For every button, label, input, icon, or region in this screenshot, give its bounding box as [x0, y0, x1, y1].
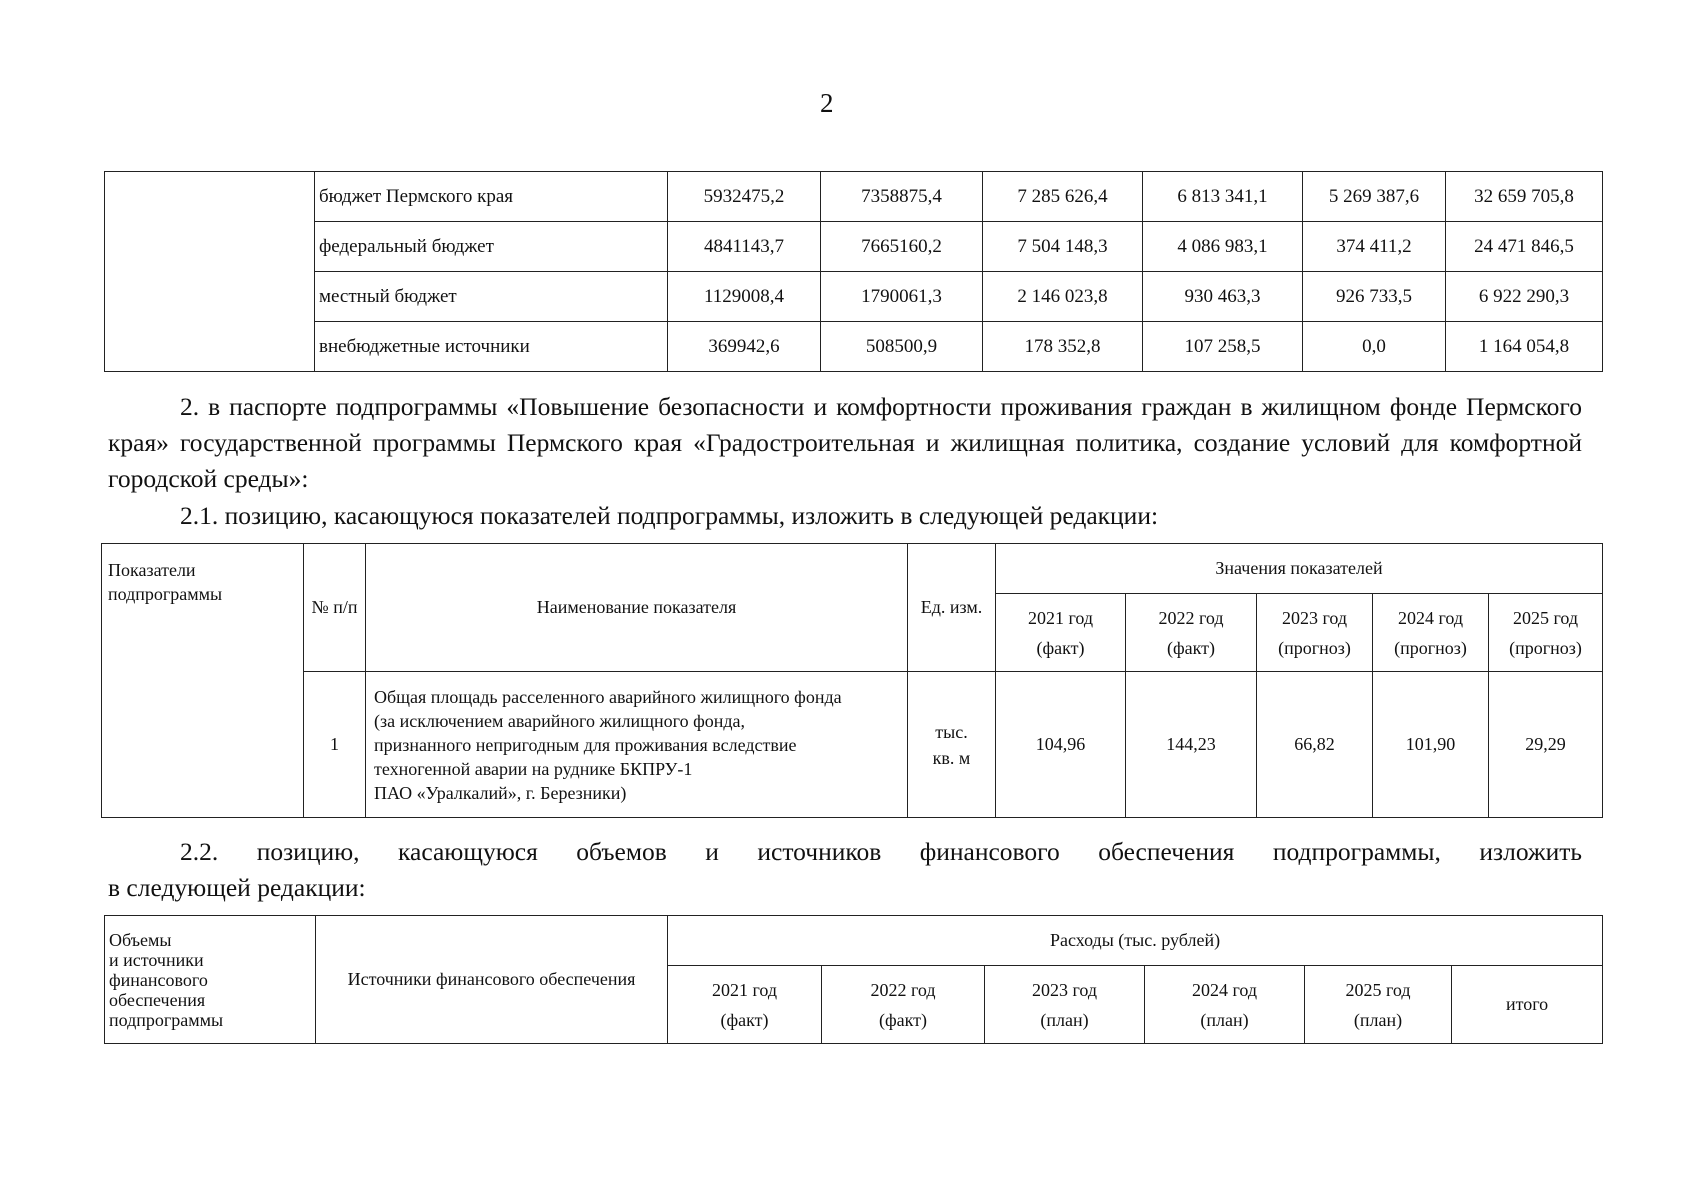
value-cell: 7 504 148,3: [983, 222, 1143, 272]
header-values: Значения показателей: [996, 544, 1603, 594]
value-cell: 4841143,7: [668, 222, 821, 272]
value-cell: 6 922 290,3: [1446, 272, 1603, 322]
paragraph-amendment-2-2-line2: в следующей редакции:: [108, 873, 366, 902]
paragraph-amendment-2-1: 2.1. позицию, касающуюся показателей подпрограммы, изложить в следующей редакции:: [180, 501, 1159, 530]
value-cell: 0,0: [1303, 322, 1446, 372]
value-cell: 1790061,3: [821, 272, 983, 322]
header-year: 2024 год (план): [1145, 966, 1305, 1044]
header-year: 2024 год (прогноз): [1373, 594, 1489, 672]
header-year: 2023 год (план): [985, 966, 1145, 1044]
table-header-row: [102, 544, 1603, 594]
value-cell: 4 086 983,1: [1143, 222, 1303, 272]
source-cell: внебюджетные источники: [315, 322, 668, 372]
header-year: 2025 год (план): [1305, 966, 1452, 1044]
header-expenses: Расходы (тыс. рублей): [668, 916, 1603, 966]
finance-table-header: [104, 915, 1603, 1044]
header-year: 2022 год (факт): [1126, 594, 1257, 672]
header-year: 2025 год (прогноз): [1489, 594, 1603, 672]
header-year: 2023 год (прогноз): [1257, 594, 1373, 672]
header-year: 2021 год (факт): [668, 966, 822, 1044]
paragraph-amendment-2-2-line1: 2.2. позицию, касающуюся объемов и источников финансового обеспечения подпрограммы, изложить: [180, 837, 1582, 866]
header-number: № п/п: [304, 544, 366, 672]
value-cell: 6 813 341,1: [1143, 172, 1303, 222]
source-cell: местный бюджет: [315, 272, 668, 322]
source-cell: федеральный бюджет: [315, 222, 668, 272]
indicator-unit: тыс. кв. м: [908, 672, 996, 818]
paragraph-amendment-2: 2. в паспорте подпрограммы «Повышение безопасности и комфортности проживания граждан в жилищном фонде Пермского края» государственной программы Пермского края «Градостроительная и жилищная политика, создание условий для комфортной городской среды»:: [108, 392, 1582, 493]
value-cell: 66,82: [1257, 672, 1373, 818]
header-total: итого: [1452, 966, 1603, 1044]
header-unit: Ед. изм.: [908, 544, 996, 672]
value-cell: 7665160,2: [821, 222, 983, 272]
value-cell: 5 269 387,6: [1303, 172, 1446, 222]
row-number: 1: [304, 672, 366, 818]
value-cell: 508500,9: [821, 322, 983, 372]
value-cell: 101,90: [1373, 672, 1489, 818]
value-cell: 374 411,2: [1303, 222, 1446, 272]
indicators-table: [101, 543, 1603, 818]
value-cell: 2 146 023,8: [983, 272, 1143, 322]
value-cell: 178 352,8: [983, 322, 1143, 372]
row-label-financing: Объемы и источники финансового обеспечения подпрограммы: [105, 916, 316, 1044]
header-year: 2021 год (факт): [996, 594, 1126, 672]
table-row: [105, 172, 1603, 222]
header-year: 2022 год (факт): [822, 966, 985, 1044]
table-row: [105, 272, 1603, 322]
header-indicator-name: Наименование показателя: [366, 544, 908, 672]
value-cell: 32 659 705,8: [1446, 172, 1603, 222]
table-row: [105, 322, 1603, 372]
value-cell: 930 463,3: [1143, 272, 1303, 322]
value-cell: 24 471 846,5: [1446, 222, 1603, 272]
value-cell: 369942,6: [668, 322, 821, 372]
empty-label-cell: [105, 172, 315, 372]
value-cell: 104,96: [996, 672, 1126, 818]
source-cell: бюджет Пермского края: [315, 172, 668, 222]
table-row: [105, 222, 1603, 272]
value-cell: 926 733,5: [1303, 272, 1446, 322]
row-label-indicators: Показатели подпрограммы: [102, 544, 304, 818]
value-cell: 7358875,4: [821, 172, 983, 222]
value-cell: 7 285 626,4: [983, 172, 1143, 222]
value-cell: 1 164 054,8: [1446, 322, 1603, 372]
header-sources: Источники финансового обеспечения: [316, 916, 668, 1044]
indicator-name: Общая площадь расселенного аварийного жилищного фонда (за исключением аварийного жилищного фонда, признанного непригодным для проживания вследствие техногенной аварии на руднике БКПРУ-1 ПАО «Уралкалий», г. Березники): [366, 672, 908, 818]
value-cell: 1129008,4: [668, 272, 821, 322]
value-cell: 144,23: [1126, 672, 1257, 818]
value-cell: 29,29: [1489, 672, 1603, 818]
value-cell: 5932475,2: [668, 172, 821, 222]
finance-table-continued: [104, 171, 1603, 372]
table-row: [102, 672, 1603, 818]
value-cell: 107 258,5: [1143, 322, 1303, 372]
table-header-row: [105, 916, 1603, 966]
page-number: 2: [820, 88, 834, 118]
